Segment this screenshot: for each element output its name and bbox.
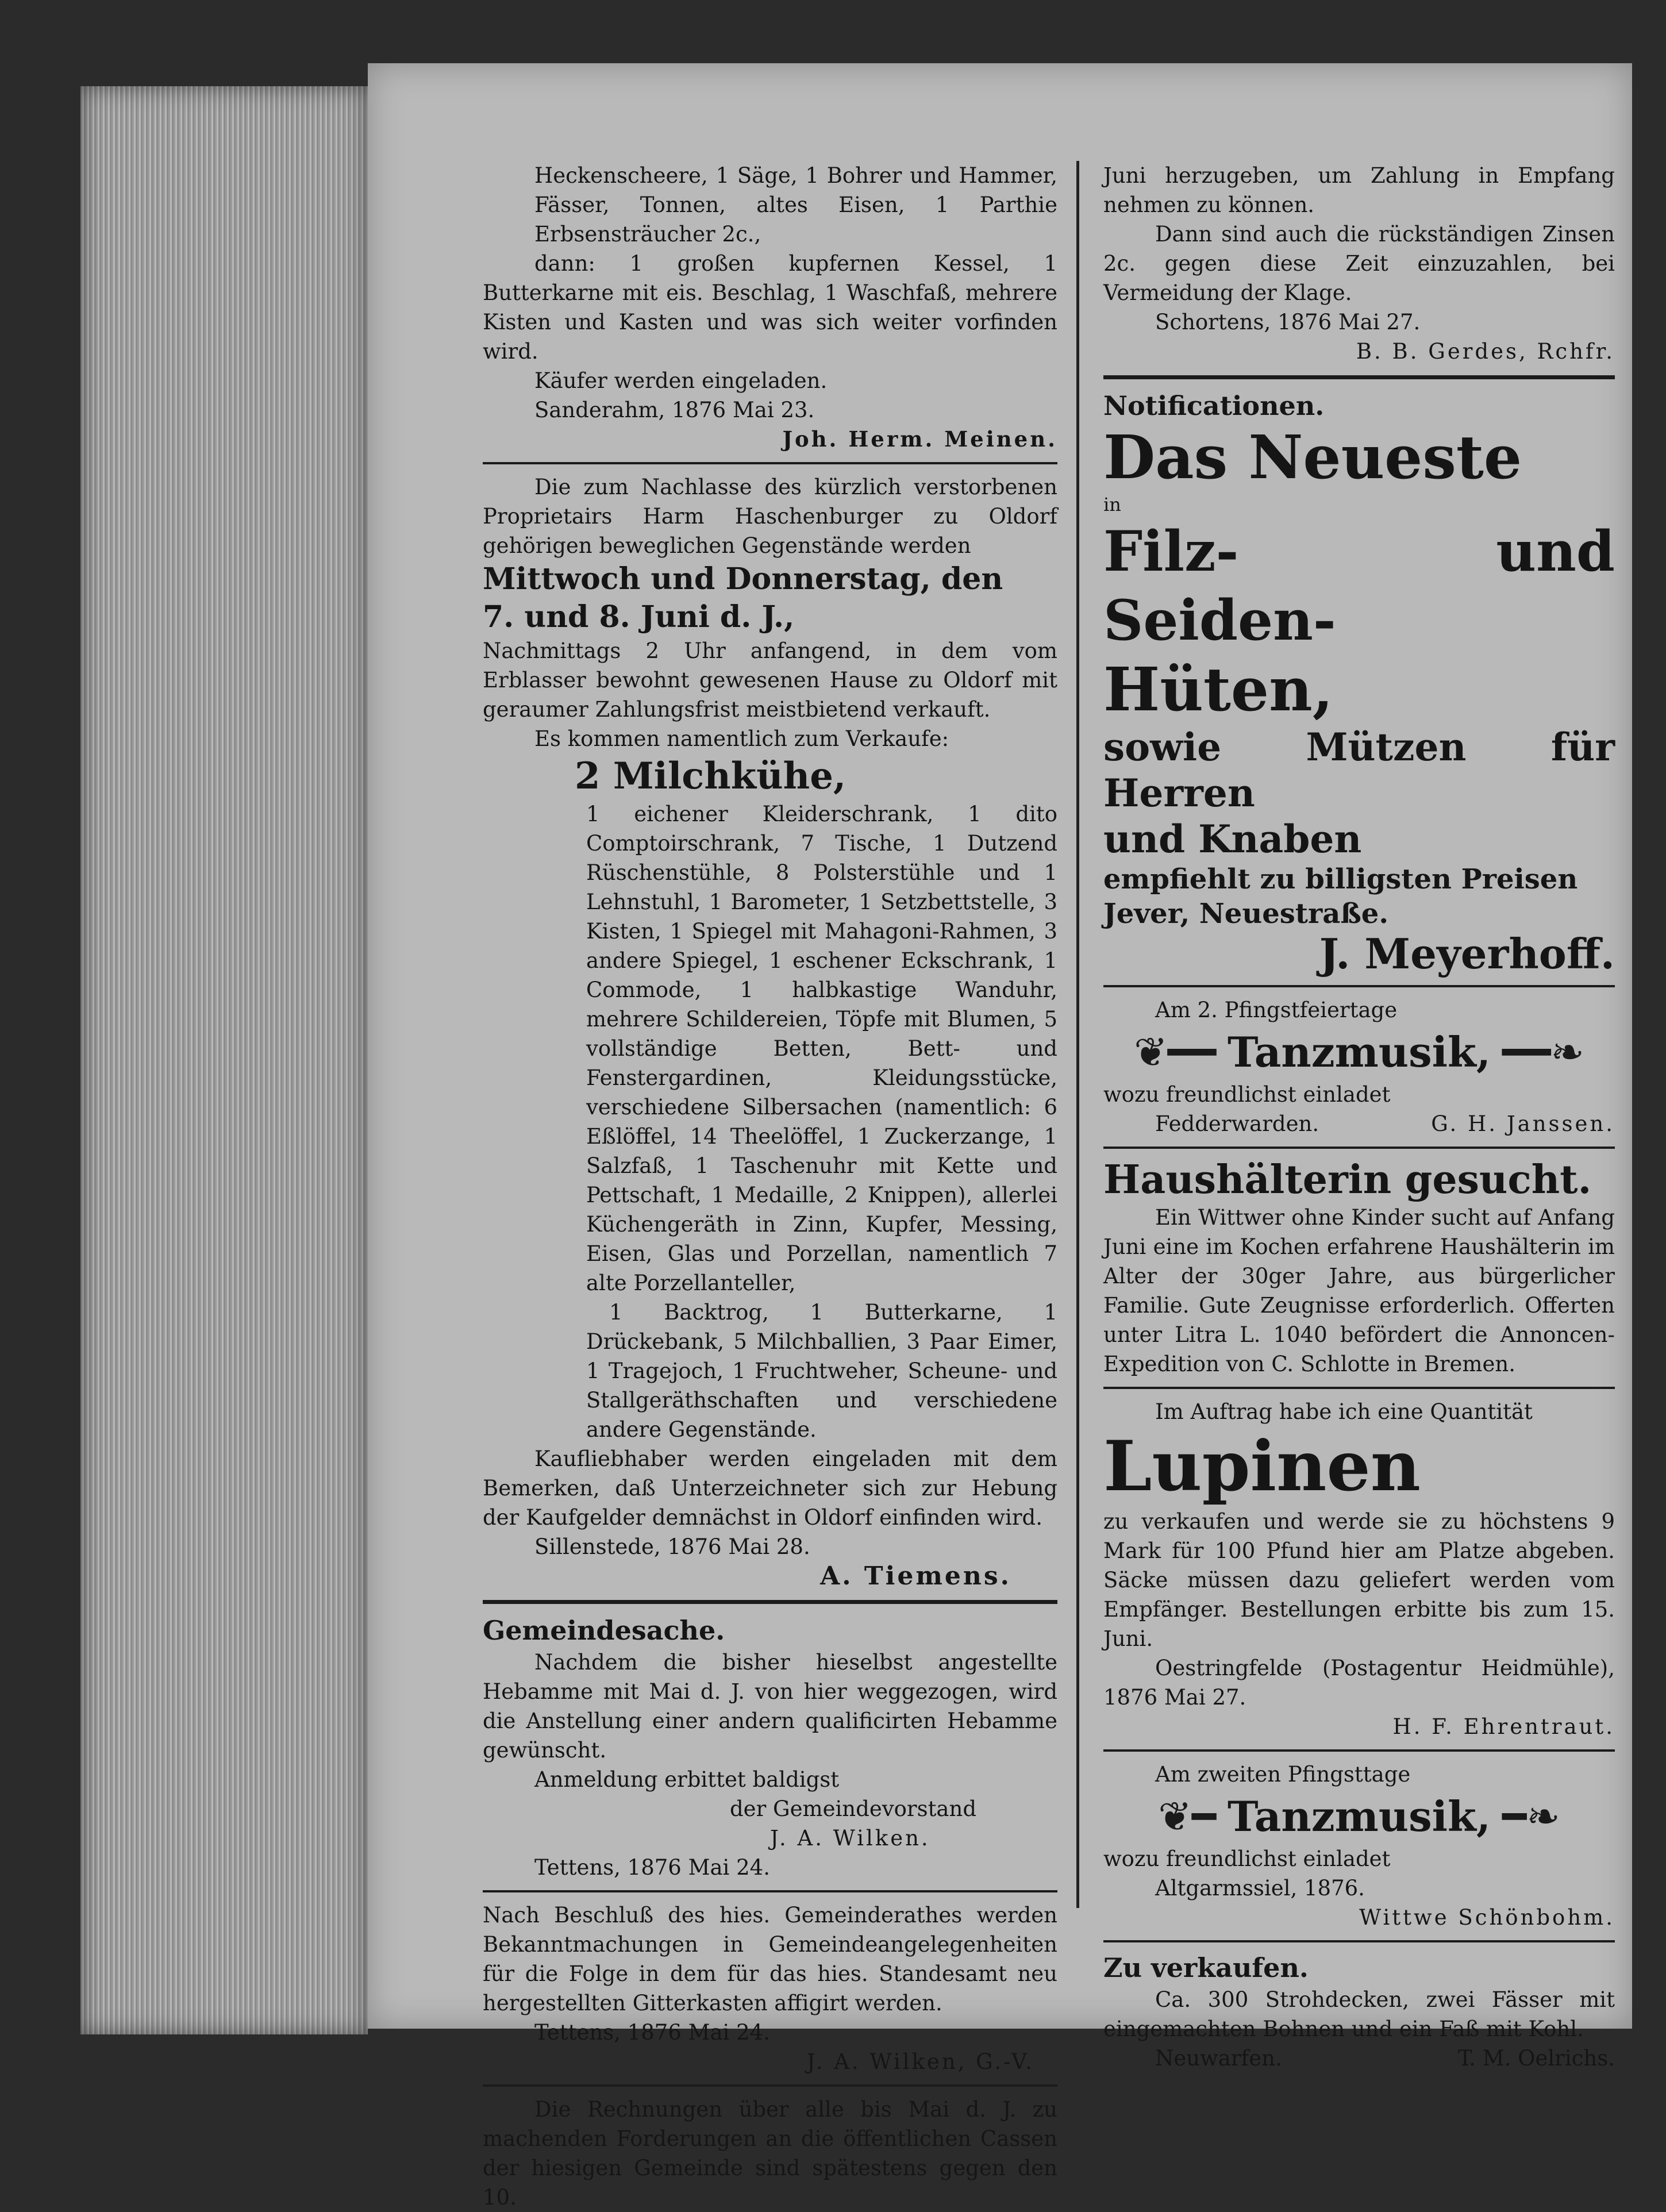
auction2-time: Nachmittags 2 Uhr anfangend, in dem vom Erblasser bewohnt gewesenen Hause zu Oldorf mit geraumer Zahlungsfrist meistbietend verkauft. [483, 638, 1057, 722]
notif-line4: Hüten, [1103, 654, 1333, 725]
sale-footer [1103, 2044, 1615, 2073]
notif-signature: J. Meyerhoff. [1319, 929, 1615, 978]
lupinen-place-date: Oestringfelde (Postagentur Heidmühle), 1876 Mai 27. [1103, 1656, 1615, 1710]
separator-rule [1103, 1940, 1615, 1942]
gemeinde-text: Nachdem die bisher hieselbst angestellte Hebamme mit Mai d. J. von hier weggezogen, wird die Anstellung einer andern qualificirten Hebamme gewünscht. [483, 1650, 1057, 1763]
notif-heading: Notificationen. [1103, 390, 1325, 421]
auction2-headline: 2 Milchkühe, [575, 755, 847, 798]
auction2-date-heading2: 7. und 8. Juni d. J., [483, 599, 795, 634]
dance2-title: Tanzmusik, [1228, 1792, 1491, 1841]
housekeeper-heading: Haushälterin gesucht. [1103, 1157, 1592, 1203]
notif-line8: Jever, Neuestraße. [1103, 898, 1389, 930]
gemeinde-board-signature: J. A. Wilken. [770, 1826, 930, 1851]
lupinen-text: zu verkaufen und werde sie zu höchstens 9 Mark für 100 Pfund hier am Platze abgeben. Säcke müssen dazu geliefert werden vom Empfänger. Bestellungen erbitte bis zum 15. Juni. [1103, 1509, 1615, 1651]
beschluss-signature: J. A. Wilken, G.-V. [806, 2049, 1034, 2074]
dance-ad-schoenbohm [1103, 1760, 1615, 1932]
separator-rule [1103, 375, 1615, 379]
auction2-intro: Die zum Nachlasse des kürzlich verstorbenen Proprietairs Harm Haschenburger zu Oldorf gehörigen beweglichen Gegenstände werden [483, 475, 1057, 558]
dance2-when: Am zweiten Pfingsttage [1155, 1762, 1411, 1787]
notif-line1: Das Neueste [1103, 422, 1522, 493]
auction1-buyers: Käufer werden eingeladen. [534, 368, 828, 393]
rechnungen-notice [483, 2095, 1057, 2212]
gemeinde-apply: Anmeldung erbittet baldigst [534, 1767, 840, 1792]
auction2-date-heading: Mittwoch und Donnerstag, den [483, 561, 1003, 597]
separator-rule [1103, 985, 1615, 987]
notif-line2: in [1103, 494, 1121, 516]
sale-ad [1103, 1951, 1615, 2073]
book-page-edges [80, 86, 368, 2034]
beschluss-text: Nach Beschluß des hies. Gemeinderathes werden Bekanntmachungen in Gemeindeangelegenheiten für die Folge in dem für das hies. Standesamt neu hergestellten Gitterkasten affigirt werden. [483, 1903, 1057, 2015]
gemeinde-heading: Gemeindesache. [483, 1615, 725, 1646]
separator-rule [1103, 1387, 1615, 1389]
schortens-notice [1103, 161, 1615, 366]
sale-signature: T. M. Oelrichs. [1457, 2046, 1615, 2071]
meyerhoff-ad [1103, 388, 1615, 977]
sale-place: Neuwarfen. [1155, 2046, 1282, 2071]
lupinen-headline: Lupinen [1103, 1426, 1421, 1507]
dance1-place: Fedderwarden. [1155, 1111, 1319, 1136]
separator-rule [1103, 1147, 1615, 1149]
auction1-place-date: Sanderahm, 1876 Mai 23. [534, 398, 815, 422]
auction2-place-date: Sillenstede, 1876 Mai 28. [534, 1534, 810, 1559]
lupinen-signature: H. F. Ehrentraut. [1392, 1714, 1615, 1739]
lupinen-ad [1103, 1397, 1615, 1741]
dance1-title: Tanzmusik, [1228, 1028, 1491, 1076]
auction2-buyers: Kaufliebhaber werden eingeladen mit dem Bemerken, daß Unterzeichneter sich zur Hebung der Kaufgelder demnächst in Oldorf einfinden wird. [483, 1447, 1057, 1530]
sale-text: Ca. 300 Strohdecken, zwei Fässer mit eingemachten Bohnen und ein Faß mit Kohl. [1103, 1987, 1615, 2041]
dance2-signature: Wittwe Schönbohm. [1359, 1905, 1615, 1930]
auction2-come: Es kommen namentlich zum Verkaufe: [534, 726, 949, 751]
dance2-place: Altgarmssiel, 1876. [1155, 1876, 1365, 1901]
ornament-left-icon: ❦━ [1158, 1792, 1217, 1840]
sale-heading: Zu verkaufen. [1103, 1952, 1309, 1983]
dance-ad-janssen [1103, 995, 1615, 1138]
left-column [483, 161, 1057, 2212]
auction1-signature: Joh. Herm. Meinen. [782, 426, 1057, 452]
separator-rule [1103, 1749, 1615, 1752]
auction2-items2: 1 Backtrog, 1 Butterkarne, 1 Drückebank, 5 Milchballien, 3 Paar Eimer, 1 Tragejoch, 1 Fruchtweher, Scheune- und Stallgeräthschaften und verschiedene andere Gegenstände. [586, 1300, 1057, 1442]
gemeinde-board: der Gemeindevorstand [730, 1796, 977, 1821]
cont-place-date: Schortens, 1876 Mai 27. [1155, 310, 1421, 334]
gemeinde-place-date: Tettens, 1876 Mai 24. [534, 1855, 770, 1880]
auction2-items: 1 eichener Kleiderschrank, 1 dito Comptoirschrank, 7 Tische, 1 Dutzend Rüschenstühle, 8 Polsterstühle und 1 Lehnstuhl, 1 Barometer, 1 Setzbettstelle, 3 Kisten, 1 Spiegel mit Mahagoni-Rahmen, 3 andere Spiegel, 1 eschener Eckschrank, 1 Commode, 1 halbkastige Wanduhr, mehrere Schildereien, Töpfe mit Blumen, 5 vollständige Betten, Bett- und Fenstergardinen, Kleidungsstücke, verschiedene Silbersachen (namentlich: 6 Eßlöffel, 14 Theelöffel, 1 Zuckerzange, 1 Salzfaß, 1 Taschenuhr mit Kette und Pettschaft, 1 Medaille, 2 Knippen), allerlei Küchengeräth in Zinn, Kupfer, Messing, Eisen, Glas und Porzellan, namentlich 7 alte Porzellanteller, [586, 802, 1057, 1295]
right-column [1103, 161, 1615, 2073]
auction-notice-meinen [483, 161, 1057, 454]
beschluss-place-date: Tettens, 1876 Mai 24. [534, 2020, 770, 2045]
lupinen-intro: Im Auftrag habe ich eine Quantität [1155, 1399, 1533, 1424]
dance1-invite: wozu freundlichst einladet [1103, 1082, 1391, 1107]
ornament-right-icon: ━❧ [1502, 1792, 1560, 1840]
dance1-title-row [1103, 1025, 1615, 1080]
notif-line7: empfiehlt zu billigsten Preisen [1103, 863, 1578, 895]
dance1-signature: G. H. Janssen. [1431, 1111, 1615, 1136]
housekeeper-ad [1103, 1157, 1615, 1379]
notif-line3: Filz- und Seiden- [1103, 519, 1615, 653]
dance1-footer [1103, 1109, 1615, 1138]
separator-rule [483, 1890, 1057, 1892]
cont-text: Juni herzugeben, um Zahlung in Empfang nehmen zu können. [1103, 163, 1615, 217]
auction2-signature: A. Tiemens. [820, 1561, 1011, 1591]
auction1-line1: Heckenscheere, 1 Säge, 1 Bohrer und Hammer, Fässer, Tonnen, altes Eisen, 1 Parthie Erbsensträucher 2c., [534, 163, 1057, 247]
cont-text2: Dann sind auch die rückständigen Zinsen 2c. gegen diese Zeit einzuzahlen, bei Vermeidung der Klage. [1103, 222, 1615, 305]
housekeeper-text: Ein Wittwer ohne Kinder sucht auf Anfang Juni eine im Kochen erfahrene Haushälterin im Alter der 30ger Jahre, aus bürgerlicher Familie. Gute Zeugnisse erforderlich. Offerten unter Litra L. 1040 befördert die Annoncen-Expedition von C. Schlotte in Bremen. [1103, 1205, 1615, 1376]
notif-line5: sowie Mützen für Herren [1103, 725, 1615, 815]
rechnungen-text: Die Rechnungen über alle bis Mai d. J. zu machenden Forderungen an die öffentlichen Cassen der hiesigen Gemeinde sind spätestens gegen den 10. [483, 2097, 1057, 2210]
cont-signature: B. B. Gerdes, Rchfr. [1356, 339, 1615, 364]
separator-rule [483, 462, 1057, 464]
dance1-when: Am 2. Pfingstfeiertage [1155, 998, 1398, 1022]
separator-rule [483, 2084, 1057, 2087]
beschluss-notice [483, 1901, 1057, 2076]
auction-notice-tiemens [483, 472, 1057, 1591]
ornament-right-icon: ━━❧ [1502, 1028, 1584, 1076]
separator-rule [483, 1600, 1057, 1604]
ornament-left-icon: ❦━━ [1134, 1028, 1217, 1076]
dance2-invite: wozu freundlichst einladet [1103, 1846, 1391, 1871]
gemeinde-notice [483, 1613, 1057, 1882]
dance2-title-row [1103, 1789, 1615, 1844]
column-divider [1076, 161, 1079, 1908]
auction1-line2: dann: 1 großen kupfernen Kessel, 1 Butterkarne mit eis. Beschlag, 1 Waschfaß, mehrere Kisten und Kasten und was sich weiter vorfinden wird. [483, 251, 1057, 364]
notif-line6: und Knaben [1103, 817, 1362, 861]
newspaper-page [368, 63, 1632, 2210]
